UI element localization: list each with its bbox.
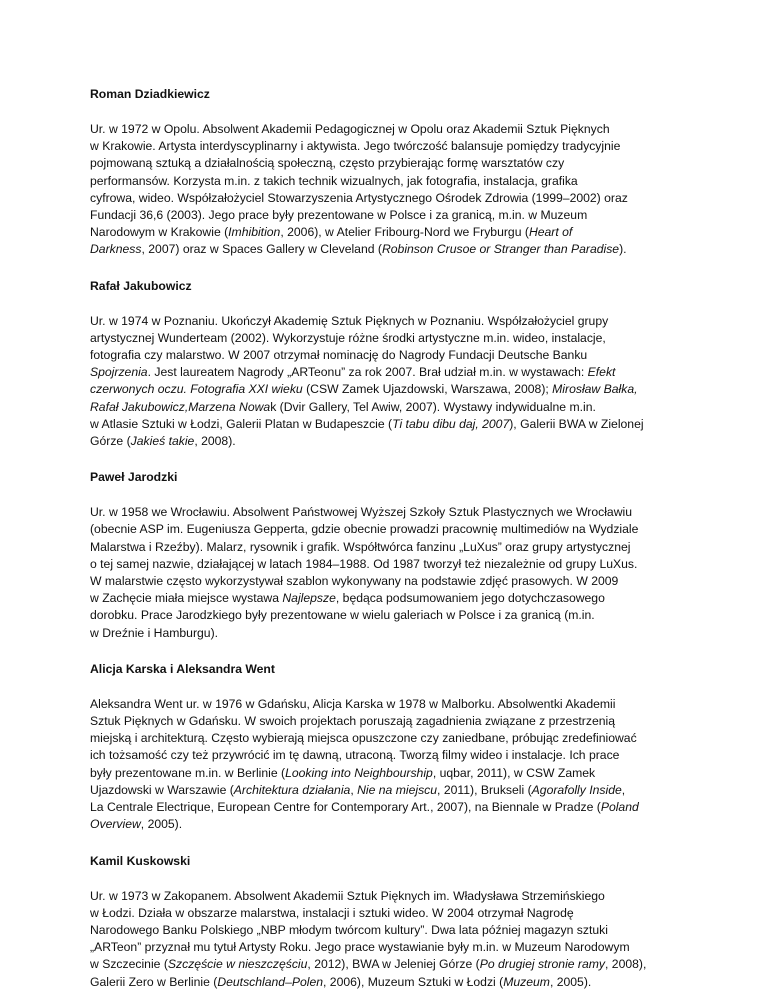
bio-title-italic: Efekt (587, 365, 616, 380)
bio-text: , będąca podsumowaniem jego dotychczasowego (335, 591, 605, 606)
artist-name: Rafał Jakubowicz (90, 278, 192, 293)
bio-text: , 2005). (549, 974, 592, 989)
artist-bio (90, 313, 688, 451)
bio-text: w Krakowie. Artysta interdyscyplinarny i aktywista. Jego twórczość balansuje pomiędzy tradycyjnie (90, 139, 621, 154)
bio-text: w Zachęcie miała miejsce wystawa (90, 591, 283, 606)
bio-title-italic: Nie na miejscu (357, 782, 438, 797)
bio-text: . Jest laureatem Nagrody „ARTeonu” za rok 2007. Brał udział m.in. w wystawach: (147, 365, 588, 380)
bio-text: w Szczecinie ( (90, 957, 168, 972)
artist-name: Roman Dziadkiewicz (90, 87, 210, 101)
bio-title-italic: Robinson Crusoe or Stranger than Paradise (381, 242, 620, 257)
bio-text: cyfrowa, wideo. Współzałożyciel Stowarzyszenia Artystycznego Ośrodek Zdrowia (1999–2002) oraz (90, 190, 628, 205)
bio-title-italic: Szczęście w nieszczęściu (167, 957, 308, 972)
bio-title-italic: Rafał Jakubowicz,Marzena Nowa (90, 399, 271, 414)
bio-text: Narodowym w Krakowie ( (90, 225, 229, 240)
artist-name: Kamil Kuskowski (90, 853, 191, 868)
bio-text: w Łodzi. Działa w obszarze malarstwa, instalacji i sztuki wideo. W 2004 otrzymał Nagrodę (90, 905, 574, 920)
bio-title-italic: Ti tabu dibu daj, 2007 (392, 416, 510, 431)
bio-title-italic: Heart of (528, 225, 573, 240)
bio-text: Ur. w 1972 w Opolu. Absolwent Akademii Pedagogicznej w Opolu oraz Akademii Sztuk Pięknych (90, 122, 610, 136)
bio-text: ich tożsamość czy też przywrócić im tę dawną, utraconą. Tworzą filmy wideo i instalacje. Ich prace (90, 748, 620, 763)
bio-text: Ur. w 1974 w Poznaniu. Ukończył Akademię Sztuk Pięknych w Poznaniu. Współzałożyciel grupy (90, 313, 609, 328)
bio-text: Fundacji 36,6 (2003). Jego prace były prezentowane w Polsce i za granicą, m.in. w Muzeum (90, 208, 588, 223)
bio-text: , 2006), w Atelier Fribourg-Nord we Fryburgu ( (280, 225, 529, 240)
bio-text: Malarstwa i Rzeźby). Malarz, rysownik i grafik. Współtwórca fanzinu „LuXus” oraz grupy artystycznej (90, 539, 631, 554)
bio-text: , 2005). (140, 817, 183, 832)
bio-text: w Atlasie Sztuki w Łodzi, Galerii Platan w Budapeszcie ( (90, 416, 393, 431)
artist-section (90, 661, 688, 834)
bio-title-italic: Deutschland–Polen (217, 974, 324, 989)
bio-text: Galerii Zero w Berlinie ( (90, 974, 218, 989)
bio-text: , 2008), (605, 957, 647, 972)
bio-text: „ARTeon” przyznał mu tytuł Artysty Roku. Jego prace wystawianie były m.in. w Muzeum Narodowym (90, 940, 630, 955)
bio-text: miejską i architekturą. Często wybierają miejsca opuszczone czy zaniedbane, próbując zredefiniować (90, 731, 637, 746)
bio-title-italic: Poland (600, 800, 639, 815)
bio-title-italic: Muzeum (503, 974, 550, 989)
bio-title-italic: Darkness (90, 242, 142, 257)
bio-title-italic: Jakieś takie (130, 434, 195, 449)
bio-text: La Centrale Electrique, European Centre for Contemporary Art., 2007), na Biennale w Pradze ( (90, 800, 601, 815)
bio-text: były prezentowane m.in. w Berlinie ( (90, 765, 286, 780)
bio-text: ). (619, 242, 627, 257)
bio-text: , (621, 782, 626, 797)
bio-text: Ur. w 1958 we Wrocławiu. Absolwent Państwowej Wyższej Szkoły Sztuk Plastycznych we Wrocławiu (90, 505, 632, 520)
bio-title-italic: Mirosław Bałka, (552, 382, 638, 397)
bio-text: , 2006), Muzeum Sztuki w Łodzi ( (323, 974, 504, 989)
bio-text: W malarstwie często wykorzystywał szablon wykonywany na podstawie zdjęć prasowych. W 2009 (90, 574, 619, 589)
bio-title-italic: Agorafolly Inside (531, 782, 622, 797)
bio-text: Górze ( (90, 434, 131, 449)
artist-bio (90, 888, 688, 991)
bio-title-italic: Spojrzenia (90, 365, 148, 380)
bio-text: w Dreźnie i Hamburgu). (90, 625, 219, 640)
bio-text: Sztuk Pięknych w Gdańsku. W swoich projektach poruszają zagadnienia związane z przestrzenią (90, 714, 615, 729)
bio-title-italic: Looking into Neighbourship (285, 765, 433, 780)
bio-text: Ur. w 1973 w Zakopanem. Absolwent Akademii Sztuk Pięknych im. Władysława Strzemińskiego (90, 888, 605, 903)
bio-title-italic: czerwonych oczu. Fotografia XXI wieku (90, 382, 303, 397)
bio-text: performansów. Korzysta m.in. z takich technik wizualnych, jak fotografia, instalacja, grafika (90, 173, 578, 188)
bio-title-italic: Najlepsze (282, 591, 336, 606)
bio-title-italic: Imhibition (228, 225, 281, 240)
bio-text: , uqbar, 2011), w CSW Zamek (432, 765, 596, 780)
bio-text: (CSW Zamek Ujazdowski, Warszawa, 2008); (302, 382, 553, 397)
artist-bio (90, 696, 688, 834)
artist-bio (90, 504, 688, 642)
bio-text: k (Dvir Gallery, Tel Awiw, 2007). Wystawy indywidualne m.in. (270, 399, 596, 414)
artist-name: Paweł Jarodzki (90, 470, 178, 485)
bio-text: Narodowego Banku Polskiego „NBP młodym twórcom kultury”. Dwa lata później magazyn sztuki (90, 922, 608, 937)
artist-section (90, 853, 688, 991)
bio-text: (obecnie ASP im. Eugeniusza Gepperta, gdzie obecnie prowadzi pracownię multimediów na Wydziale (90, 522, 639, 537)
bio-text: dorobku. Prace Jarodzkiego były prezentowane w wielu galeriach w Polsce i za granicą (m.in. (90, 608, 595, 623)
artist-name: Alicja Karska i Aleksandra Went (90, 661, 275, 676)
artist-bio (90, 121, 688, 259)
artist-section (90, 86, 688, 259)
bio-text: , 2012), BWA w Jeleniej Górze ( (307, 957, 480, 972)
artist-section (90, 278, 688, 451)
bio-title-italic: Architektura działania (233, 782, 351, 797)
bio-text: , 2007) oraz w Spaces Gallery w Cleveland ( (141, 242, 382, 257)
bio-text: pojmowaną sztuką a działalnością społeczną, często przybierając formę warsztatów czy (90, 156, 565, 171)
bio-text: , 2008). (194, 434, 236, 449)
bio-title-italic: Overview (90, 817, 141, 832)
bio-text: ), Galerii BWA w Zielonej (509, 416, 644, 431)
bio-title-italic: Po drugiej stronie ramy (479, 957, 606, 972)
bio-text: artystycznej Wunderteam (2002). Wykorzystuje różne środki artystyczne m.in. wideo, instalacje, (90, 330, 606, 345)
bio-text: Aleksandra Went ur. w 1976 w Gdańsku, Alicja Karska w 1978 w Malborku. Absolwentki Akademii (90, 696, 616, 711)
bio-text: fotografia czy malarstwo. W 2007 otrzymał nominację do Nagrody Fundacji Deutsche Banku (90, 348, 588, 363)
artist-section (90, 469, 688, 642)
bio-text: Ujazdowski w Warszawie ( (90, 782, 234, 797)
bio-text: , 2011), Brukseli ( (437, 782, 532, 797)
bio-text: o tej samej nazwie, działającej w latach 1984–1988. Od 1987 tworzył też niezależnie od grupy LuXus. (90, 556, 638, 571)
bio-text: , (350, 782, 358, 797)
